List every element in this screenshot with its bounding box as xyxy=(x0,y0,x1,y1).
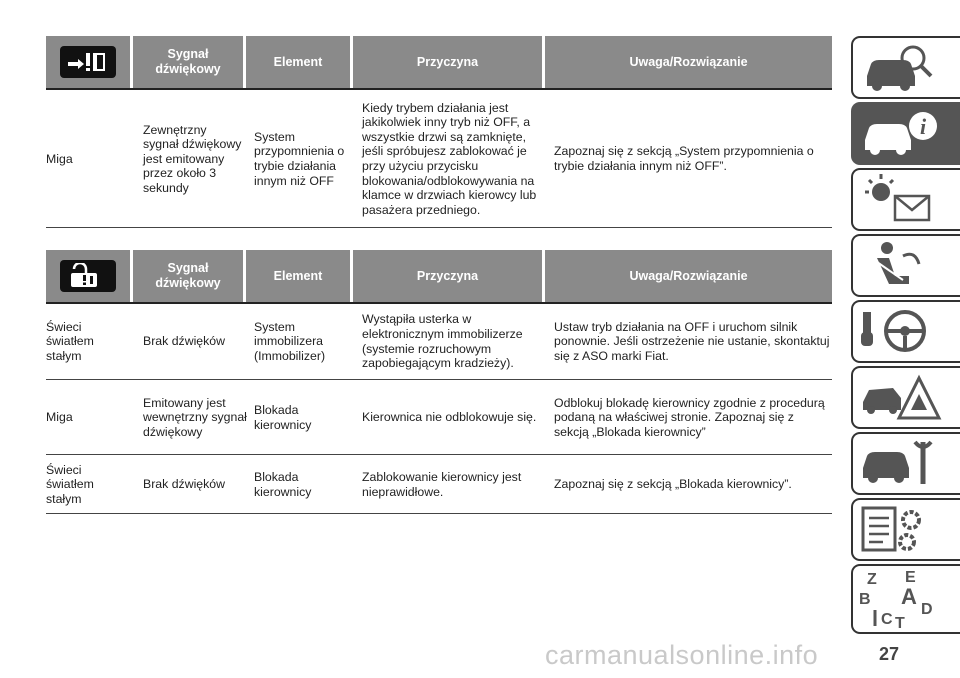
index-letter-e: E xyxy=(905,569,916,586)
table2-icon-header xyxy=(46,250,130,302)
table2-row1-col2: System immobilizera (Immobilizer) xyxy=(254,319,326,363)
table2-row3-col0: Świeci światłem stałym xyxy=(46,462,94,506)
table2-row2-col4: Odblokuj blokadę kierownicy zgodnie z procedurą podaną na właściwej stronie. Zapoznaj się z sekcją „Blokada kierownicy” xyxy=(554,395,825,439)
table2-header-cause: Przyczyna xyxy=(353,250,542,302)
table2-header-signal: Sygnał dźwiękowy xyxy=(133,250,243,302)
table1-icon-header xyxy=(46,36,130,88)
svg-text:i: i xyxy=(919,114,927,139)
index-letter-c: C xyxy=(881,611,893,628)
table1-header-rule xyxy=(46,88,832,90)
seat-airbag-icon xyxy=(853,236,943,295)
table2-header-solution: Uwaga/Rozwiązanie xyxy=(545,250,832,302)
table2-row1-col1: Brak dźwięków xyxy=(143,334,226,349)
table2-bottom-rule xyxy=(46,513,832,514)
table2-row3-col4: Zapoznaj się z sekcją „Blokada kierownicy”. xyxy=(554,477,792,492)
table2-row2-col1: Emitowany jest wewnętrzny sygnał dźwiękowy xyxy=(143,395,247,439)
index-letter-d: D xyxy=(921,601,933,618)
table2-row2-rule xyxy=(46,454,832,455)
index-letter-t: T xyxy=(895,615,905,632)
side-tab-car-service[interactable] xyxy=(851,432,960,495)
table1-row1-col0: Miga xyxy=(46,151,73,166)
car-wrench-icon xyxy=(853,434,943,493)
key-steering-wheel-icon xyxy=(853,302,943,361)
watermark: carmanualsonline.info xyxy=(545,640,819,670)
side-tab-specs[interactable] xyxy=(851,498,960,561)
index-letter-z: Z xyxy=(867,571,877,588)
table1-bottom-rule xyxy=(46,227,832,228)
index-letter-b: B xyxy=(859,591,871,608)
table2-row2-col2: Blokada kierownicy xyxy=(254,402,312,432)
side-tab-car-search[interactable] xyxy=(851,36,960,99)
table2-row1-rule xyxy=(46,379,832,380)
page-number: 27 xyxy=(878,644,900,664)
side-tab-seat-airbag[interactable] xyxy=(851,234,960,297)
door-open-warning-icon xyxy=(60,46,116,78)
side-tab-car-emergency[interactable] xyxy=(851,366,960,429)
table1-header-solution: Uwaga/Rozwiązanie xyxy=(545,36,832,88)
table1-header-element: Element xyxy=(246,36,350,88)
car-warning-triangle-icon xyxy=(853,368,943,427)
table1-header-signal: Sygnał dźwiękowy xyxy=(133,36,243,88)
table2-header-element: Element xyxy=(246,250,350,302)
table2-row2-col3: Kierownica nie odblokowuje się. xyxy=(362,410,537,425)
side-tab-car-info[interactable] xyxy=(851,102,960,165)
table1-row1-col4: Zapoznaj się z sekcją „System przypomnienia o trybie działania innym niż OFF”. xyxy=(554,144,814,173)
table2-header-rule xyxy=(46,302,832,304)
car-info-icon xyxy=(853,104,943,163)
table2-row1-col0: Świeci światłem stałym xyxy=(46,319,94,363)
table2-row1-col4: Ustaw tryb działania na OFF i uruchom silnik ponownie. Jeśli ostrzeżenie nie ustanie, skontaktuj się z ASO marki Fiat. xyxy=(554,319,830,363)
car-search-icon xyxy=(853,38,943,97)
index-letter-a: A xyxy=(901,584,917,609)
side-tab-warning-lights[interactable] xyxy=(851,168,960,231)
table2-row1-col3: Wystąpiła usterka w elektronicznym immobilizerze (systemie rozruchowym zapobiegającym kradzieży). xyxy=(362,312,523,371)
table2-row3-col2: Blokada kierownicy xyxy=(254,469,312,499)
table1-row1-col2: System przypomnienia o trybie działania innym niż OFF xyxy=(254,129,345,188)
table2-row2-col0: Miga xyxy=(46,410,73,425)
table1-row1-col3: Kiedy trybem działania jest jakikolwiek inny tryb niż OFF, a wszystkie drzwi są zamknięte, jeśli spróbujesz zablokować je przy użyciu przycisku blokowania/odblokowywania na klamce w drzwiach kierowcy lub pasażera przedniego. xyxy=(362,100,537,217)
table2-row3-col1: Brak dźwięków xyxy=(143,477,226,492)
padlock-warning-icon xyxy=(60,260,116,292)
side-tab-index[interactable] xyxy=(851,564,960,634)
warning-light-message-icon xyxy=(853,170,943,229)
table1-header-cause: Przyczyna xyxy=(353,36,542,88)
alphabet-index-icon xyxy=(853,566,943,632)
specs-gears-icon xyxy=(853,500,943,559)
side-tab-key-steering[interactable] xyxy=(851,300,960,363)
table1-row1-col1: Zewnętrzny sygnał dźwiękowy jest emitowany przez około 3 sekundy xyxy=(143,122,242,195)
table2-row3-col3: Zablokowanie kierownicy jest nieprawidłowe. xyxy=(362,469,522,499)
